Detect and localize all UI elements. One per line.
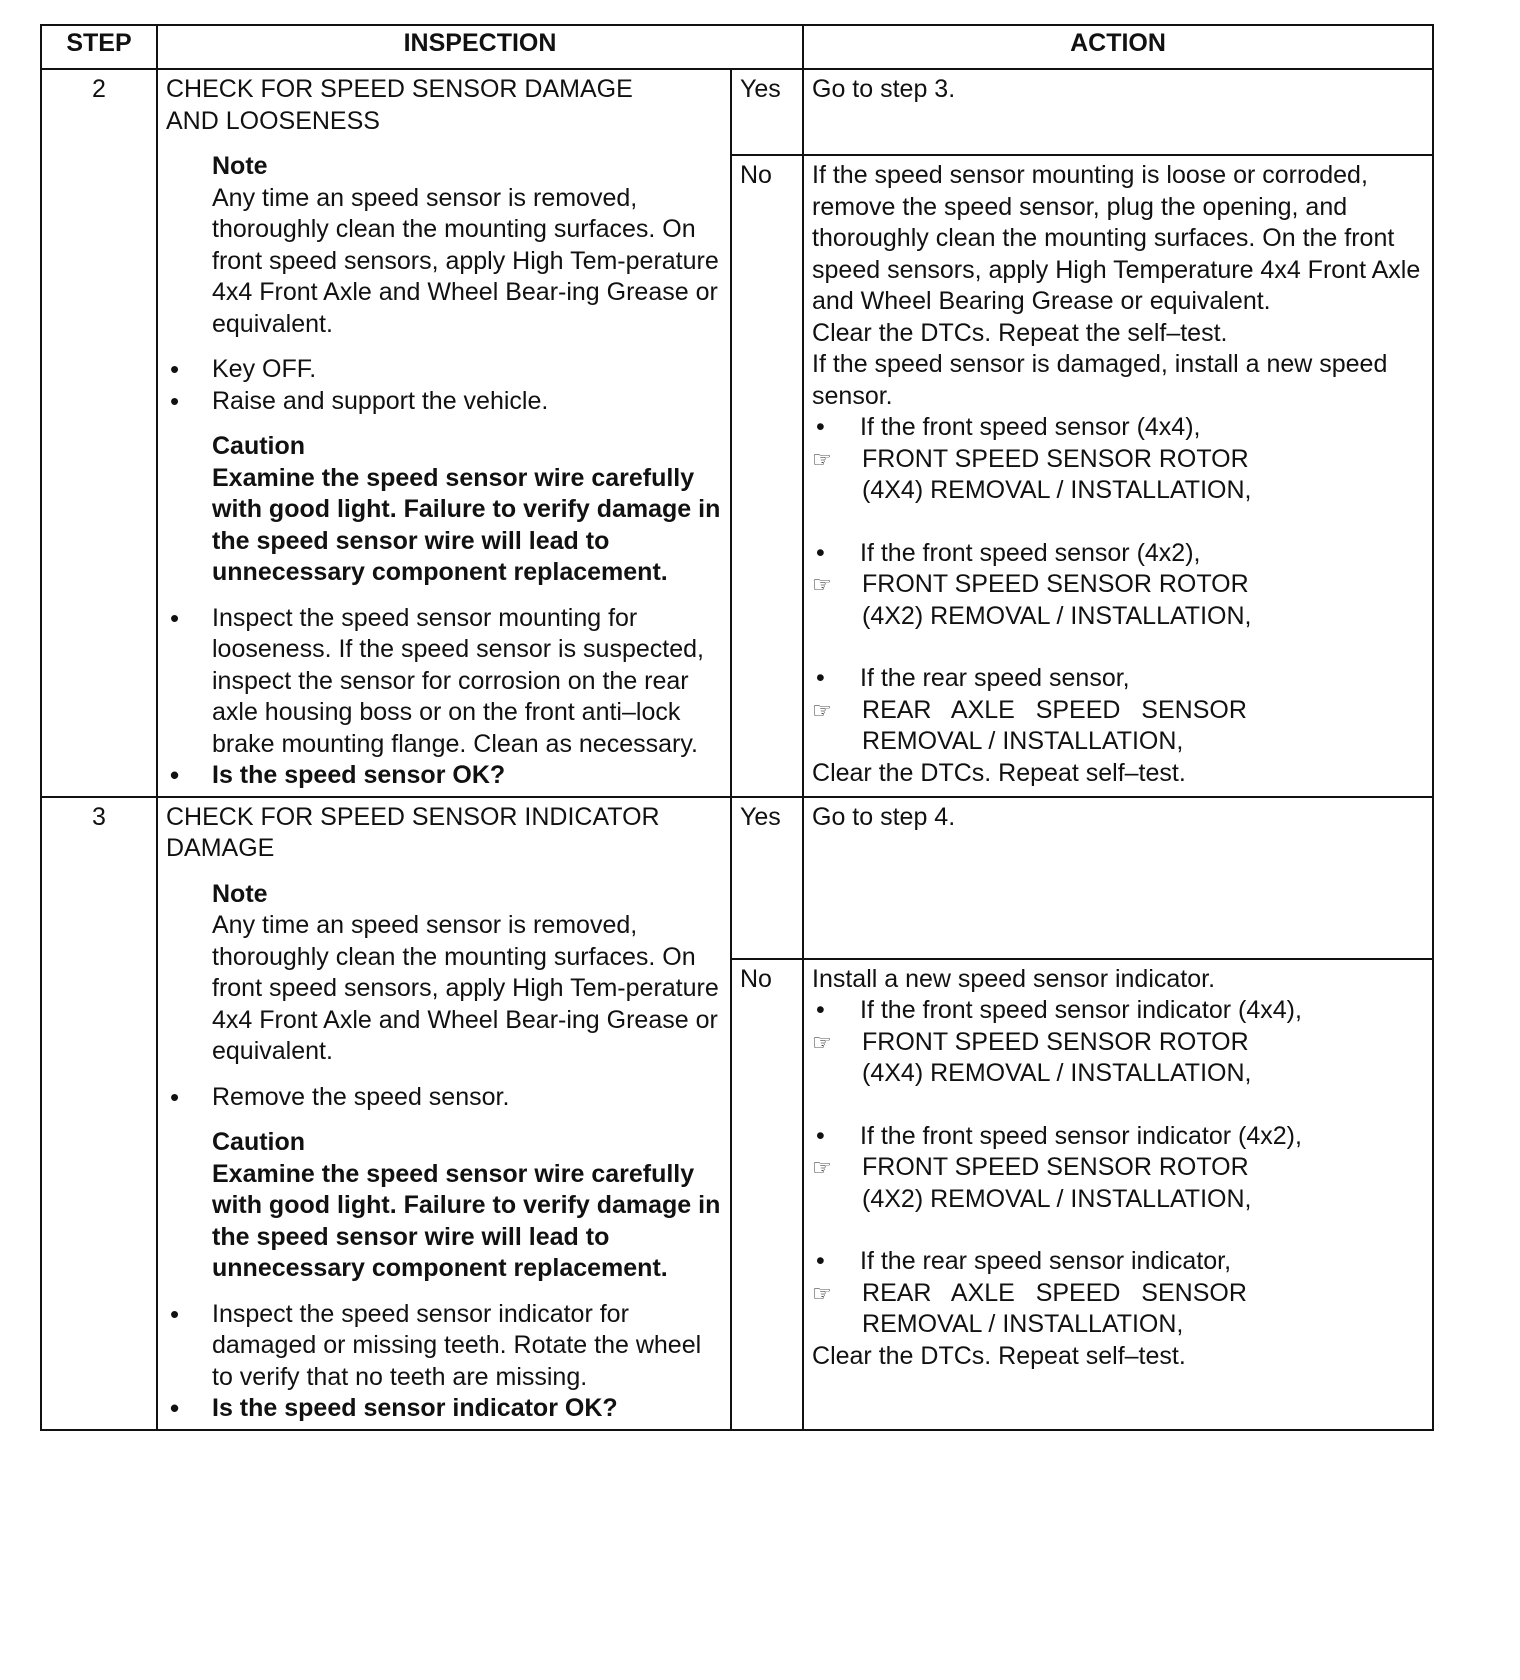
no-label: No [731, 155, 803, 797]
action-condition: If the front speed sensor (4x4), [860, 413, 1201, 441]
action-text: If the speed sensor mounting is loose or corroded, remove the speed sensor, plug the opening, and thoroughly clean the mounting surfaces. On the front speed sensors, apply High Temperature 4x4 Front Axle and Wheel Bearing Grease or equivalent. [812, 161, 1421, 315]
reference-text: REMOVAL / INSTALLATION, [862, 727, 1184, 755]
yes-action: Go to step 4. [803, 797, 1433, 959]
yes-label: Yes [731, 69, 803, 155]
bullet-dot-icon: • [816, 1121, 825, 1150]
bullet-list [166, 354, 722, 417]
question-item: • Is the speed sensor OK? [166, 760, 722, 792]
action-text: Install a new speed sensor indicator. [812, 964, 1216, 993]
note-block [212, 151, 722, 340]
step-title-line: CHECK FOR SPEED SENSOR INDICATOR [166, 802, 660, 831]
diagnostic-table-frame [40, 24, 1432, 1431]
no-action [803, 155, 1433, 797]
header-step: STEP [41, 25, 157, 69]
reference-text: FRONT SPEED SENSOR ROTOR [862, 444, 1249, 473]
reference-link [812, 1027, 1424, 1059]
reference-text: REMOVAL / INSTALLATION, [862, 1310, 1184, 1338]
reference-group [812, 663, 1424, 758]
reference-text: FRONT SPEED SENSOR ROTOR [862, 1027, 1249, 1056]
bullet-list [166, 1082, 722, 1114]
action-text: If the speed sensor is damaged, install a new speed sensor. [812, 350, 1388, 410]
yes-label: Yes [731, 797, 803, 959]
reference-text: (4X4) REMOVAL / INSTALLATION, [862, 1059, 1252, 1087]
note-label: Note [212, 152, 268, 180]
step-number: 3 [41, 797, 157, 1430]
reference-group [812, 1246, 1424, 1341]
inspection-cell [157, 797, 731, 1430]
header-inspection: INSPECTION [157, 25, 803, 69]
bullet-dot-icon: • [816, 664, 825, 692]
reference-text: REAR AXLE SPEED SENSOR [862, 1278, 1247, 1307]
action-bullet [812, 995, 1424, 1027]
inspection-cell [157, 69, 731, 797]
note-text: Any time an speed sensor is removed, thoroughly clean the mounting surfaces. On front speed sensors, apply High Tem-perature 4x4 Front Axle and Wheel Bear-ing Grease or equivalent. [212, 911, 719, 1065]
bullet-item: • Remove the speed sensor. [166, 1082, 722, 1114]
table-row [41, 69, 1433, 155]
pointing-hand-icon: ☞ [812, 572, 832, 597]
reference-link [812, 726, 1424, 758]
reference-link [812, 1152, 1424, 1184]
caution-text: Examine the speed sensor wire carefully with good light. Failure to verify damage in the speed sensor wire will lead to unnecessary component replacement. [212, 463, 721, 586]
bullet-item: • Key OFF. [166, 354, 722, 386]
header-row [41, 25, 1433, 69]
step-title-line: AND LOOSENESS [166, 106, 380, 135]
action-bullet [812, 538, 1424, 570]
reference-link [812, 569, 1424, 601]
reference-link [812, 1278, 1424, 1310]
action-bullet [812, 663, 1424, 695]
reference-text: (4X2) REMOVAL / INSTALLATION, [862, 1184, 1252, 1213]
bullet-item: • Inspect the speed sensor mounting for looseness. If the speed sensor is suspected, inspect the sensor for corrosion on the rear axle housing boss or on the front anti–lock brake mounting flange. Clean as necessary. [166, 603, 722, 761]
action-bullet [812, 1246, 1424, 1278]
reference-group [812, 538, 1424, 633]
caution-block [212, 1127, 722, 1285]
reference-link [812, 1309, 1424, 1341]
reference-text: FRONT SPEED SENSOR ROTOR [862, 1153, 1249, 1181]
step-title [166, 74, 722, 137]
reference-text: REAR AXLE SPEED SENSOR [862, 695, 1247, 724]
bullet-dot-icon: • [816, 1247, 825, 1275]
action-condition: If the rear speed sensor indicator, [860, 1247, 1232, 1275]
action-text: Clear the DTCs. Repeat the self–test. [812, 318, 1228, 347]
reference-link [812, 1184, 1424, 1216]
caution-block [212, 431, 722, 589]
bullet-item: • Inspect the speed sensor indicator for damaged or missing teeth. Rotate the wheel to verify that no teeth are missing. [166, 1299, 722, 1394]
reference-group [812, 995, 1424, 1090]
reference-text: (4X4) REMOVAL / INSTALLATION, [862, 476, 1252, 504]
reference-text: (4X2) REMOVAL / INSTALLATION, [862, 601, 1252, 630]
step-number: 2 [41, 69, 157, 797]
bullet-list [166, 603, 722, 792]
pointing-hand-icon: ☞ [812, 1155, 832, 1180]
reference-link [812, 475, 1424, 507]
bullet-dot-icon: • [816, 413, 825, 441]
question-item: • Is the speed sensor indicator OK? [166, 1393, 722, 1425]
action-condition: If the front speed sensor indicator (4x2), [860, 1121, 1302, 1150]
note-block [212, 879, 722, 1068]
reference-link [812, 695, 1424, 727]
action-bullet [812, 1121, 1424, 1153]
no-label: No [731, 959, 803, 1430]
pointing-hand-icon: ☞ [812, 1029, 832, 1055]
bullet-dot-icon: • [816, 538, 825, 567]
pointing-hand-icon: ☞ [812, 1280, 832, 1306]
action-bullet [812, 412, 1424, 444]
action-condition: If the front speed sensor (4x2), [860, 538, 1201, 567]
note-label: Note [212, 879, 268, 908]
action-text: Clear the DTCs. Repeat self–test. [812, 758, 1186, 787]
bullet-dot-icon: • [816, 996, 825, 1024]
reference-text: FRONT SPEED SENSOR ROTOR [862, 570, 1249, 598]
no-action [803, 959, 1433, 1430]
action-condition: If the rear speed sensor, [860, 664, 1130, 692]
header-action: ACTION [803, 25, 1433, 69]
caution-label: Caution [212, 432, 306, 460]
pointing-hand-icon: ☞ [812, 697, 832, 723]
step-title-line: DAMAGE [166, 834, 275, 862]
note-text: Any time an speed sensor is removed, thoroughly clean the mounting surfaces. On front speed sensors, apply High Tem-perature 4x4 Front Axle and Wheel Bear-ing Grease or equivalent. [212, 183, 719, 338]
reference-link [812, 601, 1424, 633]
diagnostic-table [40, 24, 1434, 1431]
step-title-line: CHECK FOR SPEED SENSOR DAMAGE [166, 75, 633, 103]
caution-label: Caution [212, 1128, 306, 1156]
bullet-list [166, 1299, 722, 1425]
action-text: Clear the DTCs. Repeat self–test. [812, 1341, 1186, 1370]
reference-link [812, 1058, 1424, 1090]
pointing-hand-icon: ☞ [812, 446, 832, 472]
reference-group [812, 412, 1424, 507]
yes-action: Go to step 3. [803, 69, 1433, 155]
step-title [166, 802, 722, 865]
reference-link [812, 444, 1424, 476]
table-row [41, 797, 1433, 959]
bullet-item: • Raise and support the vehicle. [166, 386, 722, 418]
action-condition: If the front speed sensor indicator (4x4), [860, 996, 1302, 1024]
reference-group [812, 1121, 1424, 1216]
caution-text: Examine the speed sensor wire carefully with good light. Failure to verify damage in the speed sensor wire will lead to unnecessary component replacement. [212, 1159, 721, 1282]
